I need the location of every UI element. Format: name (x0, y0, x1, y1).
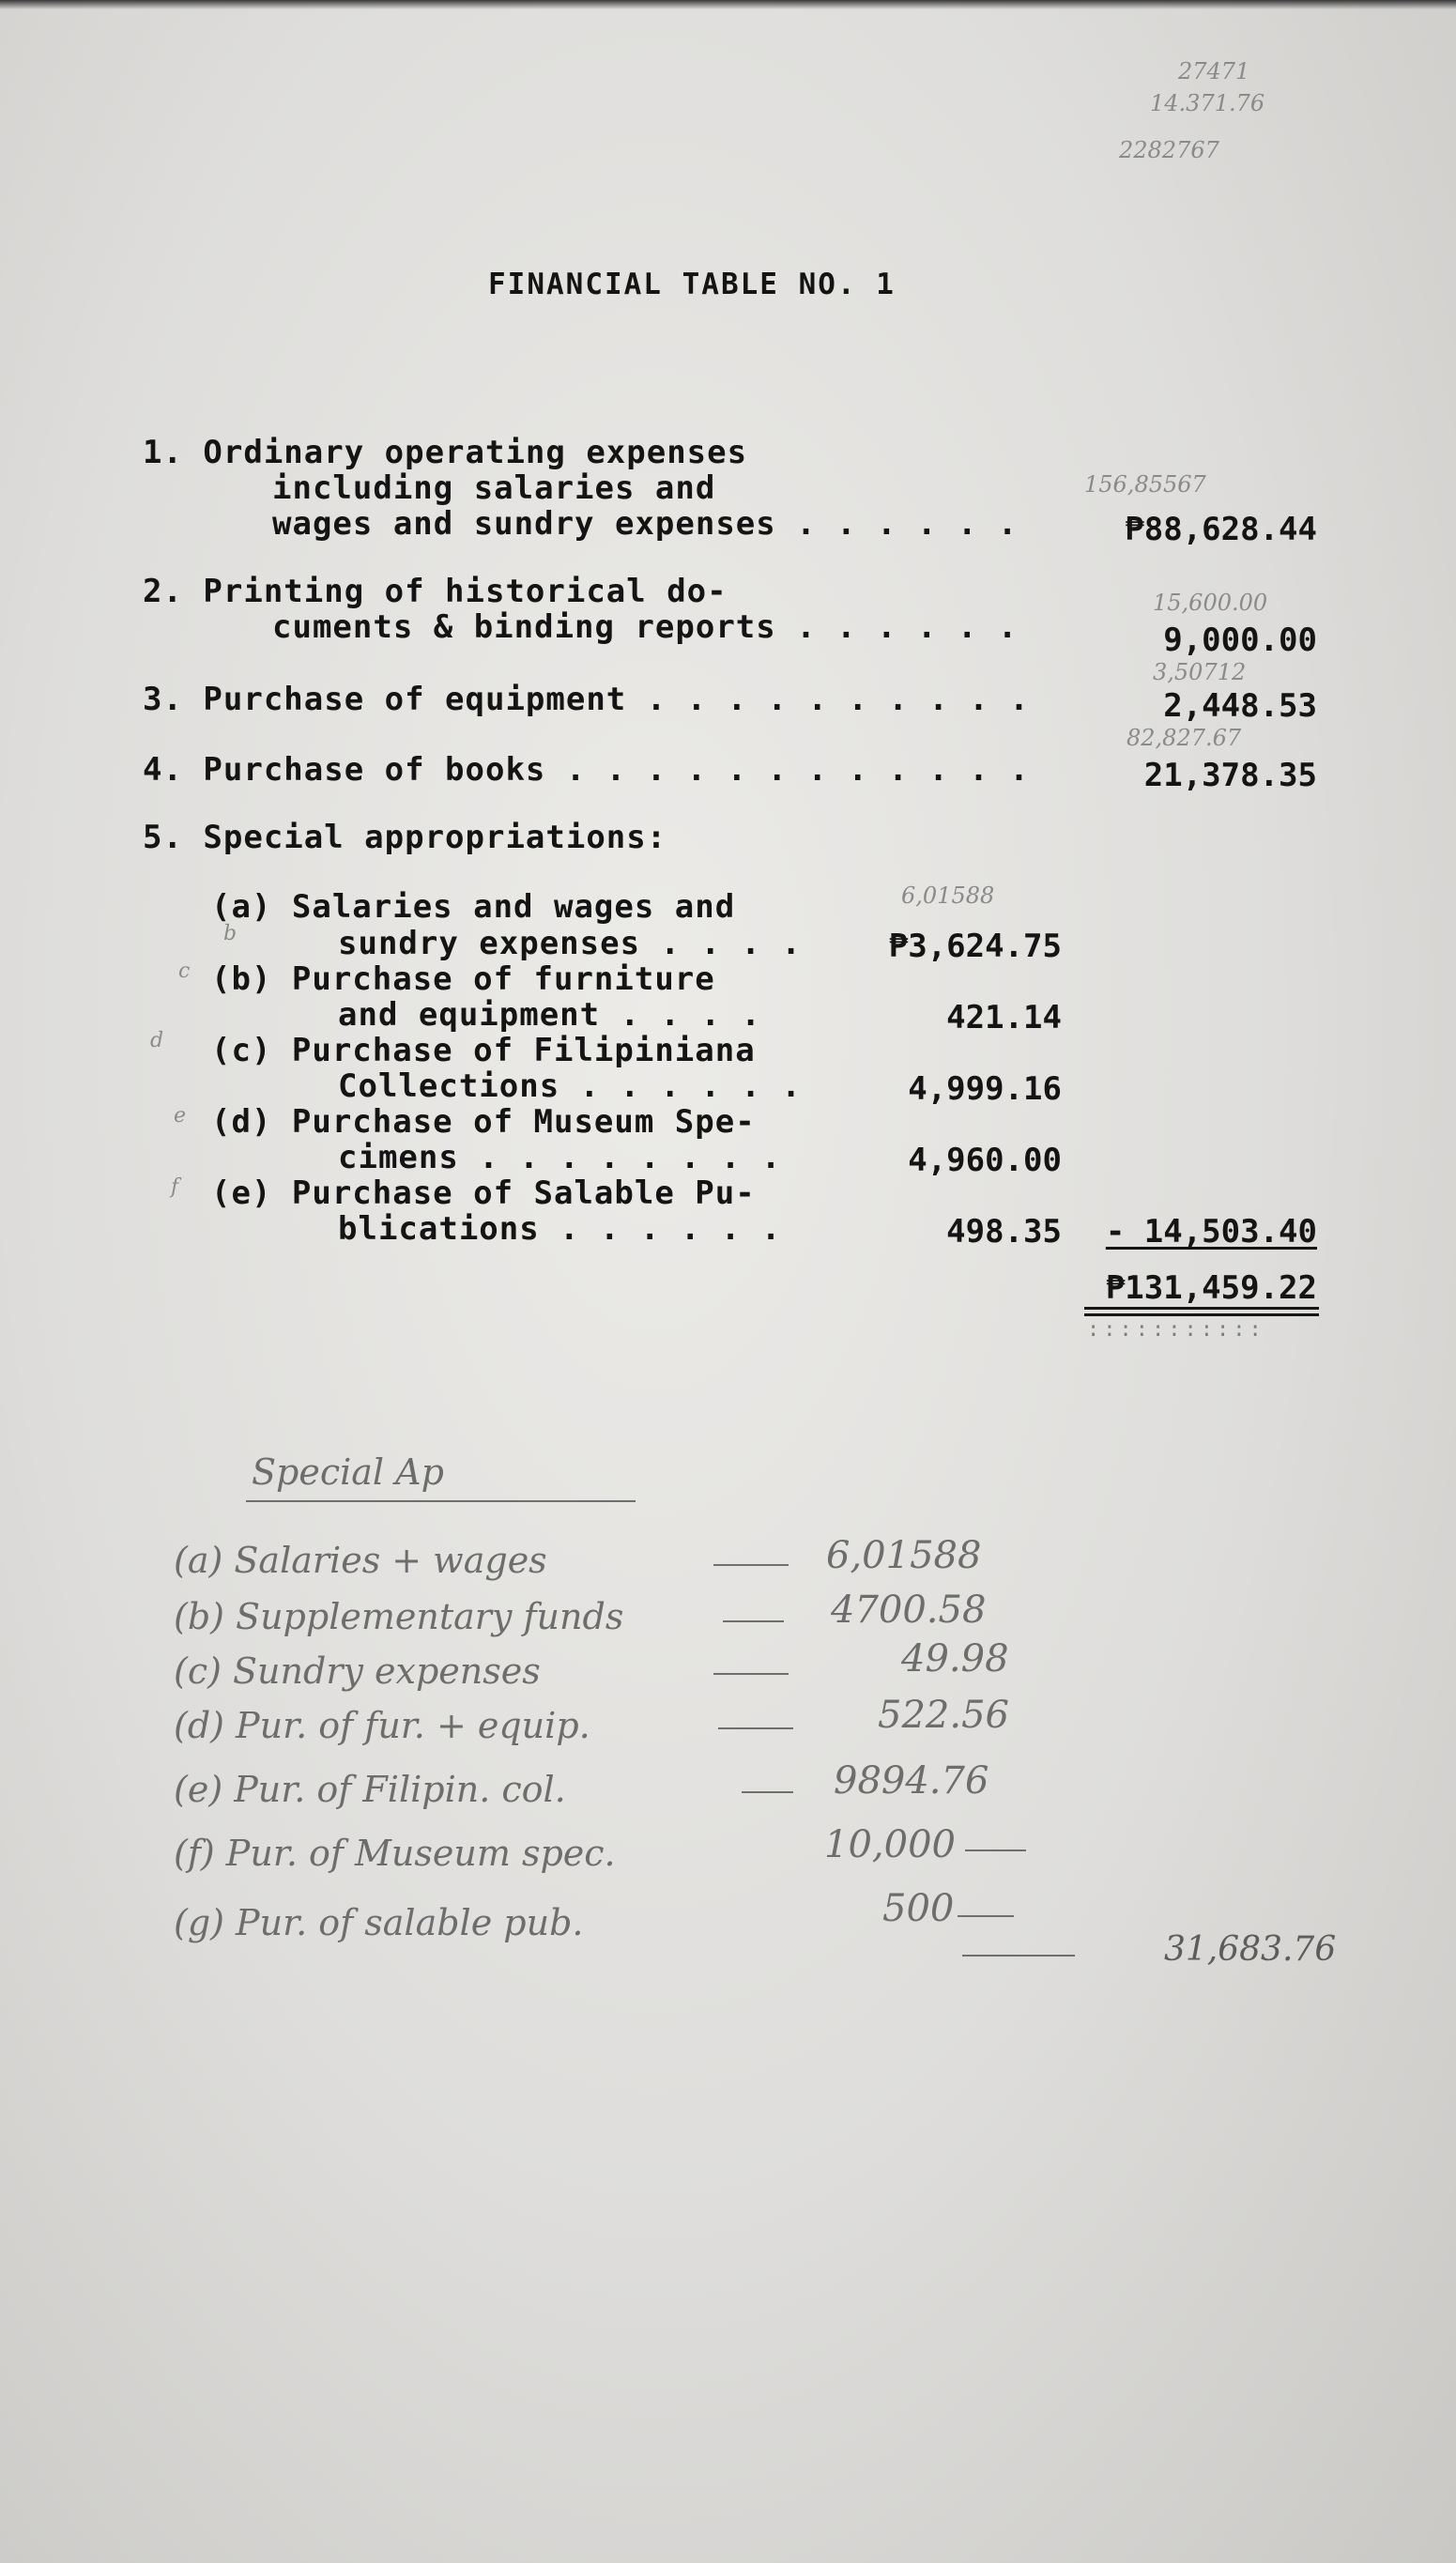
handwritten-dash (958, 1915, 1014, 1917)
special-line: (c) Purchase of Filipiniana (211, 1032, 756, 1069)
circled-mark: f (171, 1175, 179, 1199)
pencil-note: 82,827.67 (1126, 725, 1242, 751)
handwritten-amount: 500 (882, 1887, 955, 1930)
handwritten-dash (723, 1620, 784, 1622)
item-line: 3. Purchase of equipment . . . . . . . . . . (143, 681, 1030, 718)
item-line: including salaries and (272, 469, 716, 507)
special-line: Collections . . . . . . (338, 1067, 802, 1105)
grand-total: ₱131,459.22 (1105, 1269, 1317, 1307)
item-line: 2. Printing of historical do- (143, 573, 728, 610)
special-line: cimens . . . . . . . . (338, 1139, 782, 1176)
handwritten-dash (742, 1791, 793, 1793)
special-line: (d) Purchase of Museum Spe- (211, 1103, 756, 1141)
item-amount: ₱88,628.44 (1125, 511, 1317, 548)
item-amount: 9,000.00 (1163, 622, 1317, 659)
handwritten-dash (713, 1564, 789, 1566)
handwritten-amount: 49.98 (901, 1637, 1009, 1681)
item-line: 5. Special appropriations: (143, 819, 667, 856)
special-line: sundry expenses . . . . (338, 925, 802, 962)
special-line: blications . . . . . . (338, 1210, 782, 1248)
double-underline (1084, 1307, 1319, 1316)
item-line: wages and sundry expenses . . . . . . (272, 505, 1019, 543)
pencil-note: 156,85567 (1084, 471, 1206, 498)
scan-edge (0, 0, 1456, 9)
item-line: 1. Ordinary operating expenses (143, 434, 748, 471)
special-line: and equipment . . . . (338, 996, 761, 1034)
special-line: (a) Salaries and wages and (211, 888, 736, 926)
item-amount: 2,448.53 (1163, 687, 1317, 725)
handwritten-row: (g) Pur. of salable pub. (174, 1902, 584, 1943)
handwritten-dash (713, 1673, 789, 1675)
handwritten-total: 31,683.76 (1164, 1930, 1337, 1969)
pencil-note: 6,01588 (901, 882, 995, 909)
pencil-note: 15,600.00 (1153, 590, 1268, 616)
handwritten-row: (f) Pur. of Museum spec. (174, 1833, 616, 1874)
item-amount: 21,378.35 (1143, 757, 1317, 794)
page-title: FINANCIAL TABLE NO. 1 (488, 268, 896, 301)
dotted-rule: ::::::::::: (1087, 1318, 1265, 1342)
handwritten-dash (965, 1849, 1026, 1851)
item-line: cuments & binding reports . . . . . . (272, 608, 1019, 646)
handwritten-row: (a) Salaries + wages (174, 1540, 547, 1581)
handwritten-dash (718, 1727, 793, 1729)
handwritten-heading: Special Ap (252, 1451, 444, 1493)
pencil-note: 3,50712 (1153, 659, 1247, 685)
handwritten-row: (c) Sundry expenses (174, 1650, 541, 1692)
circled-mark: d (150, 1029, 164, 1052)
corner-note: 27471 (1178, 58, 1250, 84)
special-amount: ₱3,624.75 (888, 928, 1062, 965)
special-line: (b) Purchase of furniture (211, 960, 715, 998)
handwritten-amount: 522.56 (878, 1694, 1009, 1737)
circled-mark: e (174, 1104, 187, 1128)
special-amount: 421.14 (946, 999, 1062, 1036)
corner-note: 2282767 (1119, 137, 1219, 163)
handwritten-row: (b) Supplementary funds (174, 1596, 624, 1637)
handwritten-amount: 10,000 (824, 1823, 956, 1866)
handwritten-total-rule (962, 1955, 1075, 1957)
special-total: - 14,503.40 (1105, 1213, 1317, 1251)
handwritten-row: (e) Pur. of Filipin. col. (174, 1769, 566, 1810)
corner-note: 14.371.76 (1150, 90, 1265, 116)
handwritten-amount: 9894.76 (834, 1759, 989, 1803)
special-line: (e) Purchase of Salable Pu- (211, 1174, 756, 1212)
special-amount: 4,960.00 (908, 1142, 1062, 1179)
handwritten-amount: 4700.58 (831, 1588, 987, 1632)
handwritten-amount: 6,01588 (826, 1534, 982, 1577)
handwritten-underline (246, 1500, 636, 1502)
circled-mark: c (178, 959, 191, 983)
special-amount: 498.35 (946, 1213, 1062, 1251)
item-line: 4. Purchase of books . . . . . . . . . . . . (143, 751, 1030, 789)
circled-mark: b (223, 922, 238, 945)
special-amount: 4,999.16 (908, 1070, 1062, 1108)
handwritten-row: (d) Pur. of fur. + equip. (174, 1705, 590, 1746)
